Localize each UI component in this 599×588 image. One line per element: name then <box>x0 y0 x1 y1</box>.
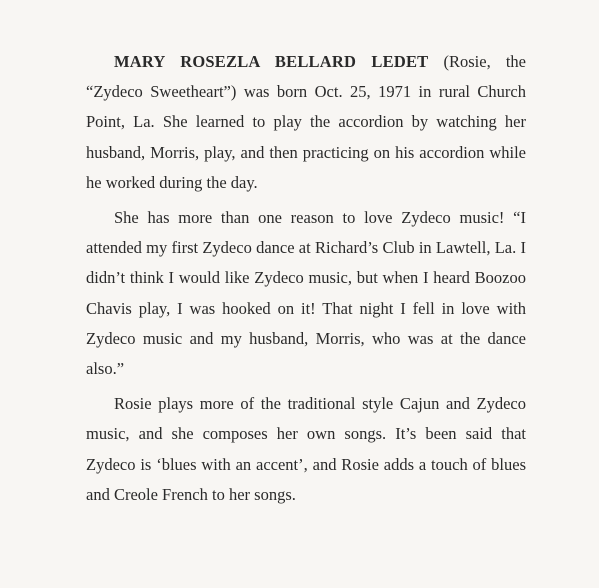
paragraph-zydeco-dance-text: She has more than one reason to love Zydeco music! “I attended my first Zydeco dance at Richard’s Club in Lawtell, La. I didn’t think I would like Zydeco music, but when I heard Boozoo Chavis play, I was hooked on it! That night I fell in love with Zydeco music and my husband, Morris, who was at the dance also.” <box>86 208 526 379</box>
paragraph-zydeco-dance <box>86 203 526 384</box>
article-body <box>86 47 526 515</box>
paragraph-intro <box>86 47 526 198</box>
paragraph-musical-style <box>86 389 526 510</box>
subject-name: MARY ROSEZLA BELLARD LEDET <box>114 52 429 71</box>
paragraph-intro-text: (Rosie, the “Zydeco Sweetheart”) was born Oct. 25, 1971 in rural Church Point, La. She learned to play the accordion by watching her husband, Morris, play, and then practicing on his accordion while he worked during the day. <box>86 52 526 192</box>
paragraph-musical-style-text: Rosie plays more of the traditional style Cajun and Zydeco music, and she composes her own songs. It’s been said that Zydeco is ‘blues with an accent’, and Rosie adds a touch of blues and Creole French to her songs. <box>86 394 526 504</box>
